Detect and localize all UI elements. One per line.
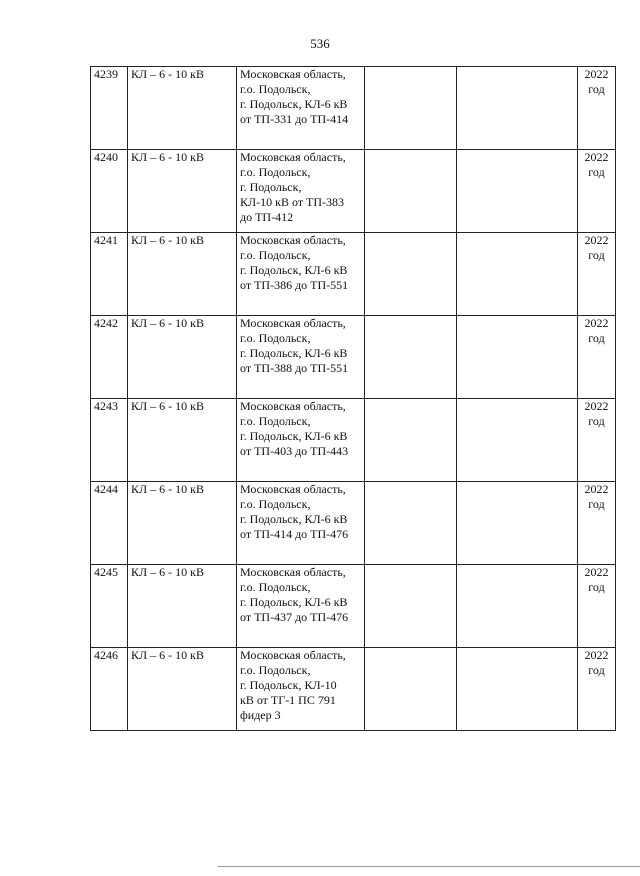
year-cell	[578, 482, 616, 565]
address-line: КЛ-10 кВ от ТП-383	[240, 195, 345, 209]
address-cell	[237, 150, 365, 233]
address-line: Московская область,	[240, 399, 346, 413]
registry-table	[90, 66, 616, 731]
address-line: от ТП-437 до ТП-476	[240, 610, 349, 624]
address-line: кВ от ТГ-1 ПС 791	[240, 693, 336, 707]
year-value: 2022	[584, 399, 609, 413]
row-number-cell: 4246	[91, 648, 128, 731]
row-number-cell: 4240	[91, 150, 128, 233]
line-type-cell: КЛ – 6 - 10 кВ	[128, 648, 237, 731]
year-cell	[578, 233, 616, 316]
address-line: от ТП-331 до ТП-414	[240, 112, 349, 126]
year-value: 2022	[584, 648, 609, 662]
address-line: г.о. Подольск,	[240, 331, 311, 345]
line-type-cell: КЛ – 6 - 10 кВ	[128, 565, 237, 648]
year-unit: год	[588, 663, 605, 677]
line-type-cell: КЛ – 6 - 10 кВ	[128, 399, 237, 482]
empty-cell	[457, 233, 578, 316]
year-cell	[578, 399, 616, 482]
line-type-cell: КЛ – 6 - 10 кВ	[128, 233, 237, 316]
year-value: 2022	[584, 150, 609, 164]
address-line: Московская область,	[240, 565, 346, 579]
row-number-cell: 4243	[91, 399, 128, 482]
address-line: г.о. Подольск,	[240, 248, 311, 262]
line-type-cell: КЛ – 6 - 10 кВ	[128, 67, 237, 150]
address-line: до ТП-412	[240, 210, 294, 224]
year-value: 2022	[584, 316, 609, 330]
address-line: г. Подольск,	[240, 180, 302, 194]
table-row	[91, 648, 616, 731]
year-value: 2022	[584, 482, 609, 496]
table-row	[91, 67, 616, 150]
row-number-cell: 4245	[91, 565, 128, 648]
line-type-cell: КЛ – 6 - 10 кВ	[128, 150, 237, 233]
address-line: Московская область,	[240, 233, 346, 247]
address-line: г. Подольск, КЛ-6 кВ	[240, 595, 348, 609]
table-row	[91, 399, 616, 482]
address-line: г.о. Подольск,	[240, 663, 311, 677]
table-row	[91, 565, 616, 648]
year-unit: год	[588, 580, 605, 594]
address-line: фидер 3	[240, 708, 281, 722]
address-line: Московская область,	[240, 648, 346, 662]
empty-cell	[457, 316, 578, 399]
year-value: 2022	[584, 67, 609, 81]
address-line: г. Подольск, КЛ-6 кВ	[240, 512, 348, 526]
address-line: г.о. Подольск,	[240, 82, 311, 96]
empty-cell	[365, 648, 457, 731]
row-number-cell: 4241	[91, 233, 128, 316]
address-cell	[237, 648, 365, 731]
empty-cell	[457, 67, 578, 150]
year-value: 2022	[584, 233, 609, 247]
row-number-cell: 4239	[91, 67, 128, 150]
address-line: Московская область,	[240, 316, 346, 330]
empty-cell	[457, 648, 578, 731]
address-line: от ТП-403 до ТП-443	[240, 444, 349, 458]
empty-cell	[365, 67, 457, 150]
year-unit: год	[588, 497, 605, 511]
address-line: от ТП-414 до ТП-476	[240, 527, 349, 541]
address-cell	[237, 482, 365, 565]
address-line: г. Подольск, КЛ-6 кВ	[240, 263, 348, 277]
empty-cell	[365, 316, 457, 399]
page-number: 536	[310, 36, 330, 51]
row-number-cell: 4242	[91, 316, 128, 399]
address-line: от ТП-388 до ТП-551	[240, 361, 349, 375]
address-line: г.о. Подольск,	[240, 165, 311, 179]
address-line: г. Подольск, КЛ-6 кВ	[240, 97, 348, 111]
empty-cell	[365, 233, 457, 316]
address-line: г. Подольск, КЛ-6 кВ	[240, 346, 348, 360]
address-line: г.о. Подольск,	[240, 580, 311, 594]
empty-cell	[457, 482, 578, 565]
address-line: от ТП-386 до ТП-551	[240, 278, 349, 292]
year-value: 2022	[584, 565, 609, 579]
empty-cell	[365, 399, 457, 482]
year-cell	[578, 565, 616, 648]
year-cell	[578, 648, 616, 731]
year-cell	[578, 316, 616, 399]
table-row	[91, 316, 616, 399]
year-cell	[578, 67, 616, 150]
address-cell	[237, 565, 365, 648]
address-line: Московская область,	[240, 150, 346, 164]
empty-cell	[365, 565, 457, 648]
line-type-cell: КЛ – 6 - 10 кВ	[128, 482, 237, 565]
year-cell	[578, 150, 616, 233]
row-number-cell: 4244	[91, 482, 128, 565]
line-type-cell: КЛ – 6 - 10 кВ	[128, 316, 237, 399]
table-row	[91, 482, 616, 565]
year-unit: год	[588, 165, 605, 179]
address-line: г.о. Подольск,	[240, 497, 311, 511]
empty-cell	[457, 399, 578, 482]
table-row	[91, 233, 616, 316]
year-unit: год	[588, 414, 605, 428]
empty-cell	[457, 565, 578, 648]
registry-table-body	[91, 67, 616, 731]
empty-cell	[365, 482, 457, 565]
table-row	[91, 150, 616, 233]
year-unit: год	[588, 331, 605, 345]
address-line: г. Подольск, КЛ-6 кВ	[240, 429, 348, 443]
bottom-rule	[218, 866, 640, 867]
address-line: г. Подольск, КЛ-10	[240, 678, 337, 692]
address-cell	[237, 233, 365, 316]
year-unit: год	[588, 82, 605, 96]
year-unit: год	[588, 248, 605, 262]
address-line: г.о. Подольск,	[240, 414, 311, 428]
address-cell	[237, 399, 365, 482]
empty-cell	[365, 150, 457, 233]
address-cell	[237, 67, 365, 150]
address-cell	[237, 316, 365, 399]
address-line: Московская область,	[240, 67, 346, 81]
address-line: Московская область,	[240, 482, 346, 496]
empty-cell	[457, 150, 578, 233]
